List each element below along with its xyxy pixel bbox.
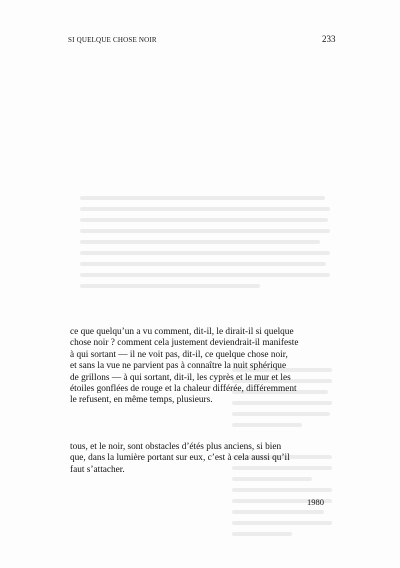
show-through-texture [80, 196, 330, 295]
text-line: de grillons — à qui sortant, dit-il, les cyprès et le mur et les [70, 372, 291, 383]
text-line: étoiles gonflées de rouge et la chaleur différée, différemment [70, 384, 297, 395]
body-paragraph-1 [70, 327, 332, 407]
text-line: chose noir ? comment cela justement deviendrait-il manifeste [70, 338, 299, 349]
running-head: SI QUELQUE CHOSE NOIR [68, 36, 157, 44]
text-line: faut s’attacher. [70, 464, 125, 475]
text-line: tous, et le noir, sont obstacles d’étés plus anciens, si bien [70, 442, 282, 452]
composition-date: 1980 [307, 497, 324, 507]
text-line: à qui sortant — il ne voit pas, dit-il, ce quelque chose noir, [70, 349, 288, 360]
text-line: le refusent, en même temps, plusieurs. [70, 395, 213, 406]
text-line: et sans la vue ne parvient pas à connaître la nuit sphérique [70, 361, 287, 372]
text-line: que, dans la lumière portant sur eux, c’est à cela aussi qu’il [70, 453, 290, 464]
page-number: 233 [322, 34, 336, 44]
text-line: ce que quelqu’un a vu comment, dit-il, le dirait-il si quelque [70, 327, 294, 337]
body-paragraph-2 [70, 442, 332, 476]
